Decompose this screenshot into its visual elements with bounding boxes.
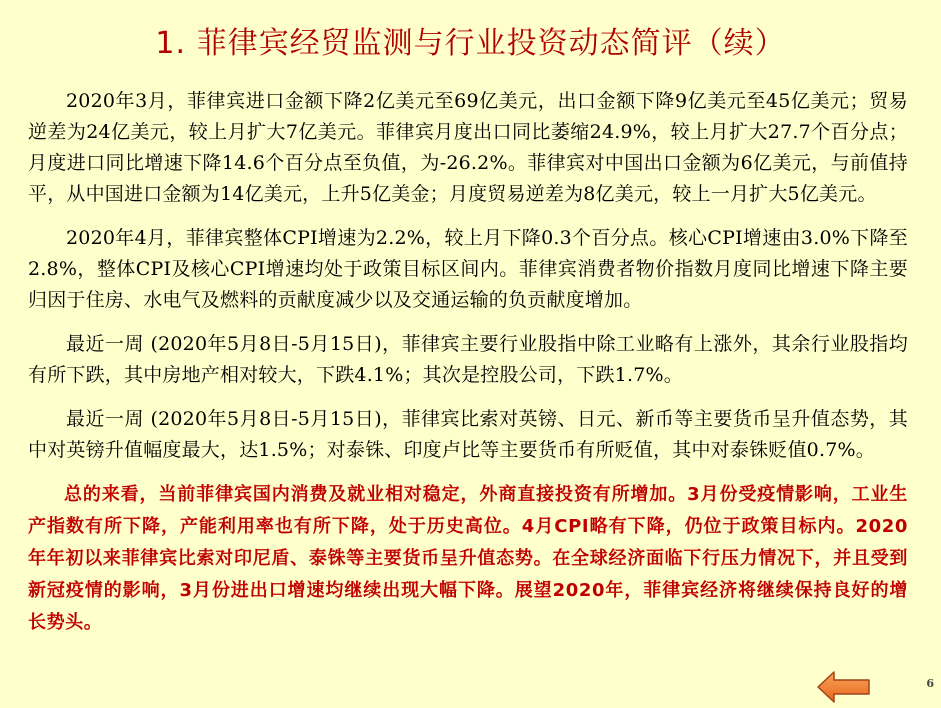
summary-paragraph: 总的来看，当前菲律宾国内消费及就业相对稳定，外商直接投资有所增加。3月份受疫情影响，工业生产指数有所下降，产能利用率也有所下降，处于历史高位。4月CPI略有下降，仍位于政策目标内。2020年年初以来菲律宾比索对印尼盾、泰铢等主要货币呈升值态势。在全球经济面临下行压力情况下，并且受到新冠疫情的影响，3月份进出口增速均继续出现大幅下降。展望2020年，菲律宾经济将继续保持良好的增长势头。 [28, 484, 908, 633]
page-title: 1. 菲律宾经贸监测与行业投资动态简评（续） [155, 26, 786, 61]
paragraph-trade: 2020年3月，菲律宾进口金额下降2亿美元至69亿美元，出口金额下降9亿美元至45亿美元；贸易逆差为24亿美元，较上月扩大7亿美元。菲律宾月度出口同比萎缩24.9%，较上月扩大27.7个百分点；月度进口同比增速下降14.6个百分点至负值，为-26.2%。菲律宾对中国出口金额为6亿美元，与前值持平，从中国进口金额为14亿美元，上升5亿美金；月度贸易逆差为8亿美元，较上一月扩大5亿美元。 [28, 90, 908, 205]
paragraph-cpi: 2020年4月，菲律宾整体CPI增速为2.2%，较上月下降0.3个百分点。核心CPI增速由3.0%下降至2.8%，整体CPI及核心CPI增速均处于政策目标区间内。菲律宾消费者物价指数月度同比增速下降主要归因于住房、水电气及燃料的贡献度减少以及交通运输的负贡献度增加。 [28, 227, 908, 311]
paragraph-currency: 最近一周 (2020年5月8日-5月15日)，菲律宾比索对英镑、日元、新币等主要货币呈升值态势，其中对英镑升值幅度最大，达1.5%；对泰铢、印度卢比等主要货币有所贬值，其中对泰铢贬值0.7%。 [28, 408, 908, 461]
left-arrow-icon [816, 670, 872, 704]
main-content [28, 86, 908, 652]
paragraph-stock-index: 最近一周 (2020年5月8日-5月15日)，菲律宾主要行业股指中除工业略有上涨外，其余行业股指均有所下跌，其中房地产相对较大，下跌4.1%；其次是控股公司，下跌1.7%。 [28, 333, 908, 386]
page-number: 6 [926, 677, 934, 690]
back-arrow-button[interactable] [816, 670, 872, 704]
